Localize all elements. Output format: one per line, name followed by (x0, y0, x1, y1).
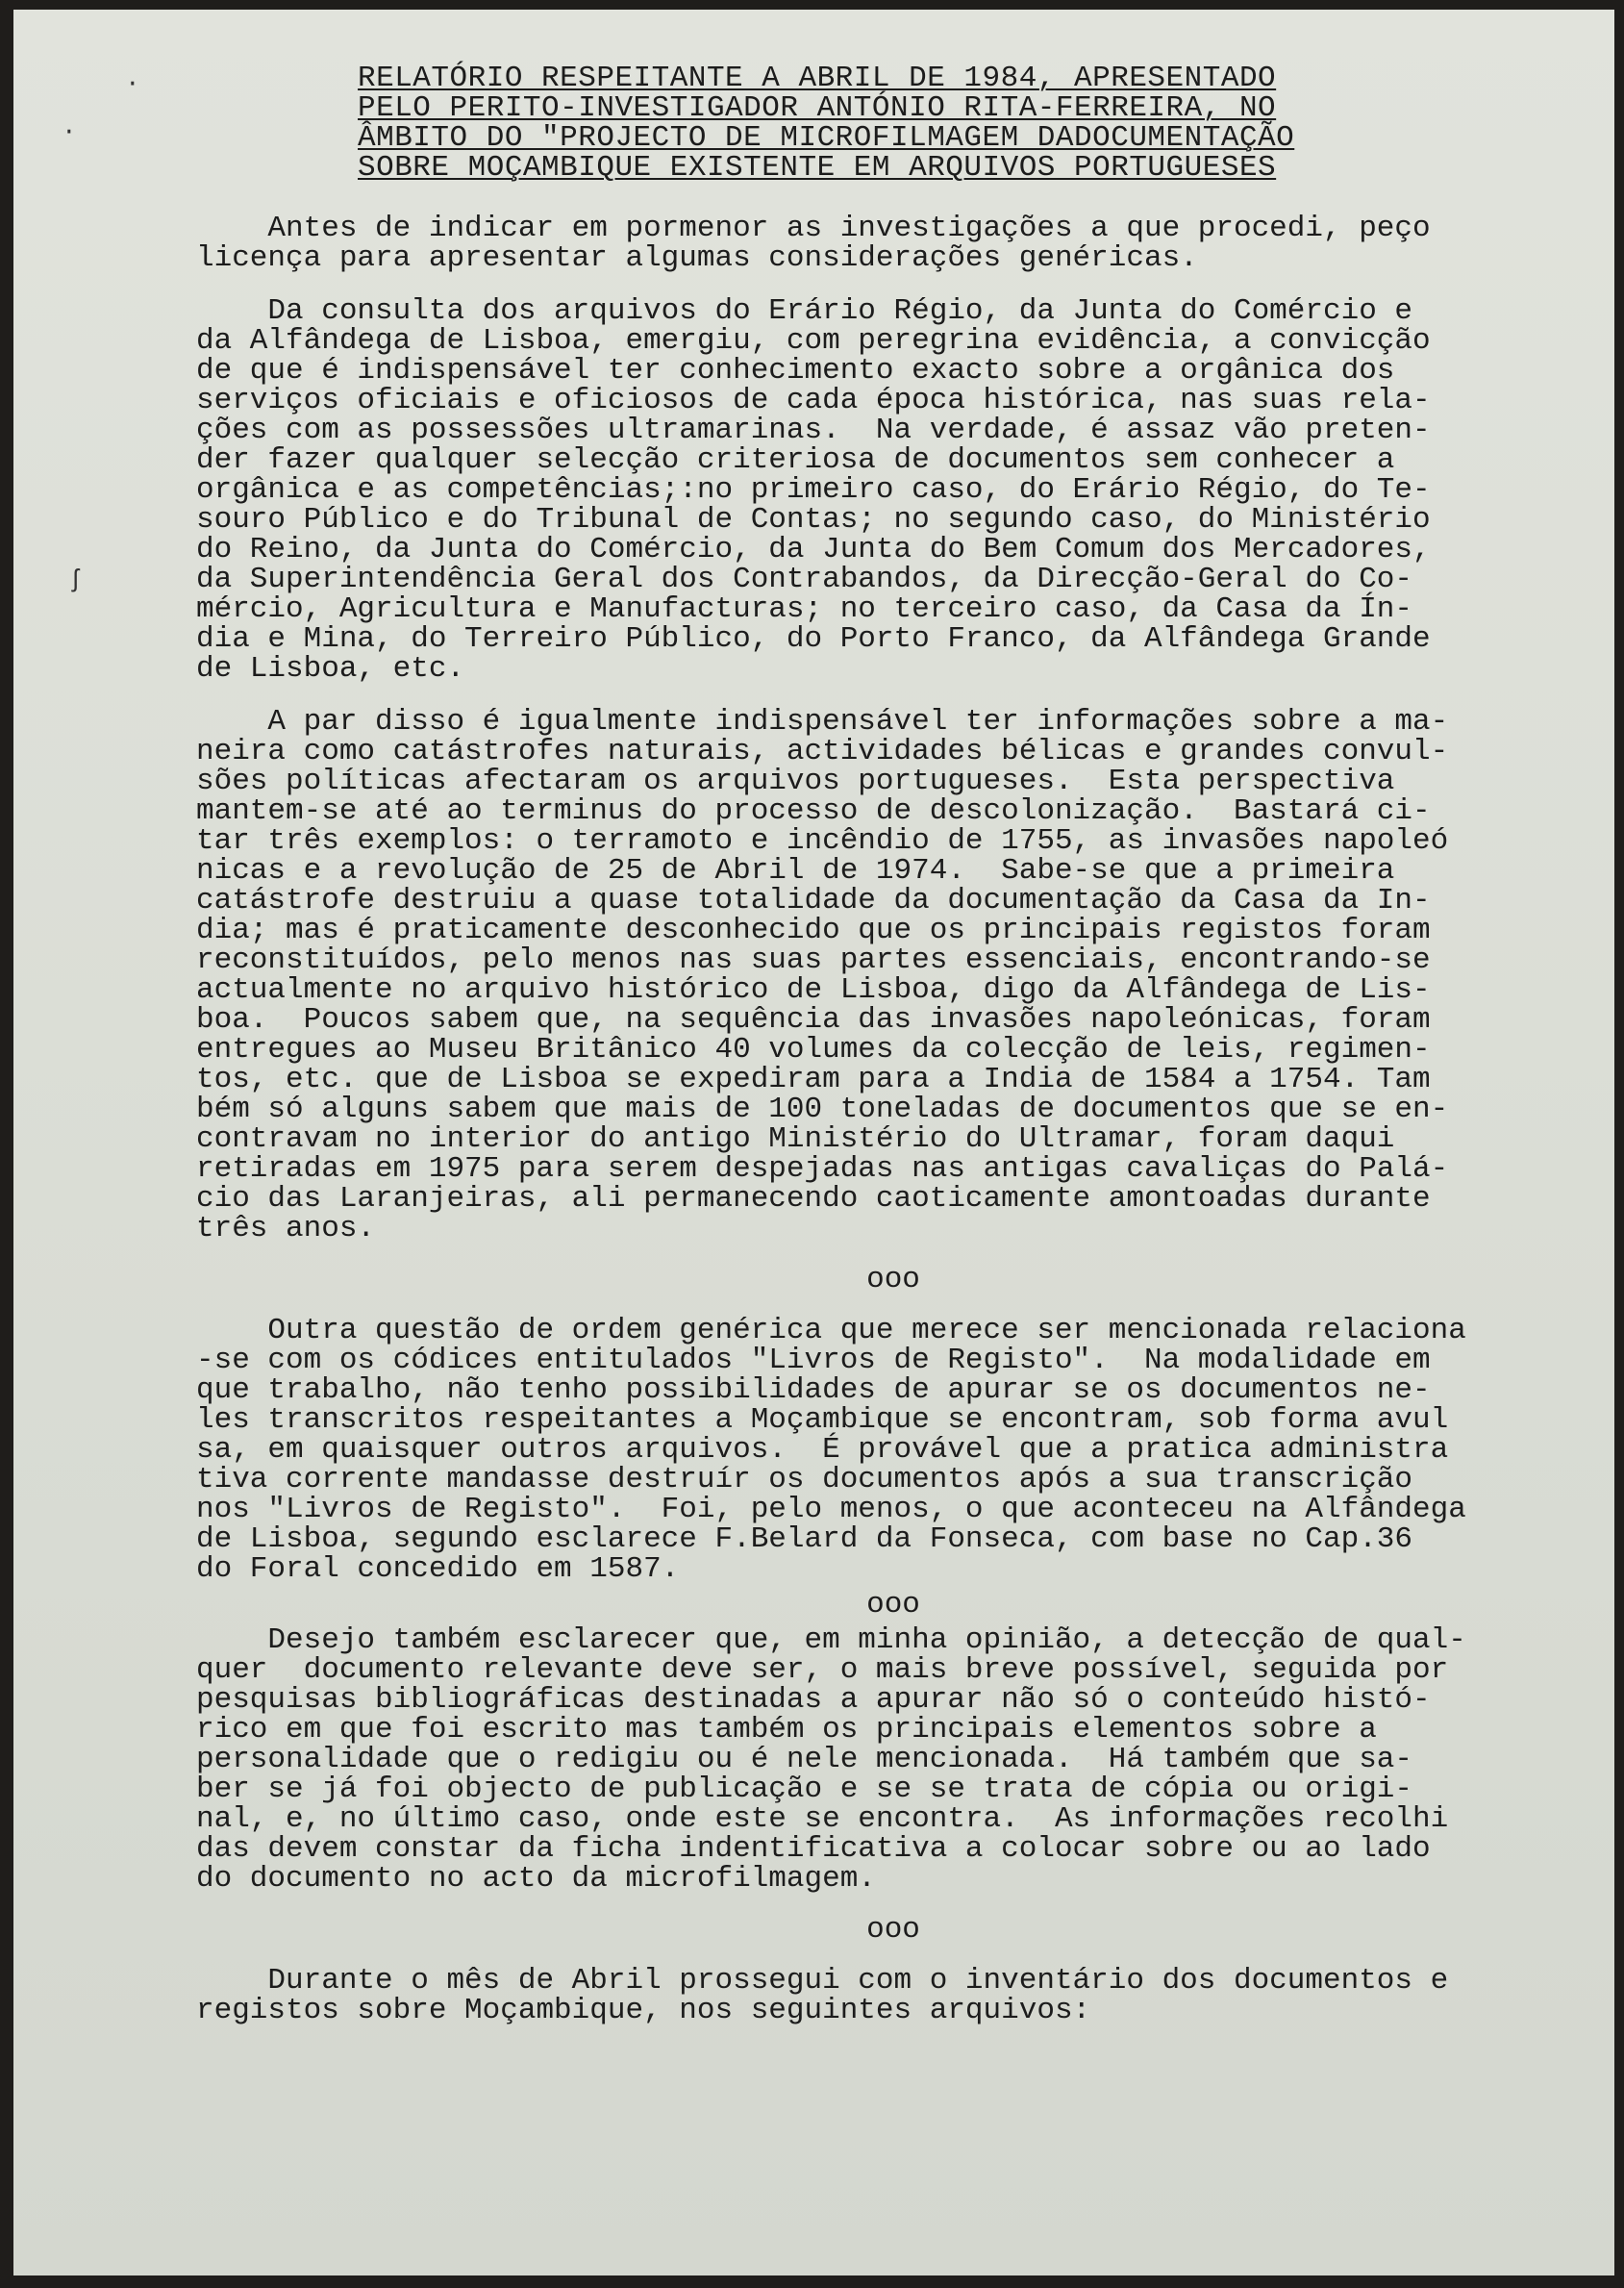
text-line: tar três exemplos: o terramoto e incêndio de 1755, as invasões napoleó (196, 824, 1449, 858)
text-line: do Foral concedido em 1587. (196, 1552, 680, 1586)
text-line: quer documento relevante deve ser, o mais breve possível, seguida por (196, 1653, 1449, 1687)
text-line: bém só alguns sabem que mais de 100 toneladas de documentos que se en- (196, 1093, 1449, 1126)
paragraph-archives (196, 296, 1590, 684)
title-line: RELATÓRIO RESPEITANTE A ABRIL DE 1984, APRESENTADO (358, 62, 1277, 95)
text-line: serviços oficiais e oficiosos de cada época histórica, nas suas rela- (196, 384, 1431, 417)
text-line: personalidade que o redigiu ou é nele mencionada. Há também que sa- (196, 1743, 1413, 1776)
section-separator: ooo (866, 1263, 920, 1296)
text-line: do documento no acto da microfilmagem. (196, 1862, 876, 1896)
text-line: sões políticas afectaram os arquivos portugueses. Esta perspectiva (196, 765, 1395, 798)
text-line: nos "Livros de Registo". Foi, pelo menos, o que aconteceu na Alfândega (196, 1493, 1466, 1526)
text-line: Antes de indicar em pormenor as investigações a que procedi, peço (196, 212, 1431, 245)
report-title (358, 63, 1348, 183)
paragraph-research (196, 1625, 1590, 1894)
text-line: souro Público e do Tribunal de Contas; no segundo caso, do Ministério (196, 503, 1431, 537)
text-line: les transcritos respeitantes a Moçambique se encontram, sob forma avul (196, 1403, 1449, 1437)
paragraph-april (196, 1966, 1590, 2025)
text-line: cio das Laranjeiras, ali permanecendo caoticamente amontoadas durante (196, 1182, 1431, 1216)
text-line: registos sobre Moçambique, nos seguintes arquivos: (196, 1994, 1091, 2027)
text-line: das devem constar da ficha indentificativa a colocar sobre ou ao lado (196, 1832, 1431, 1866)
text-line: nal, e, no último caso, onde este se encontra. As informações recolhi (196, 1802, 1449, 1836)
section-separator: ooo (866, 1913, 920, 1947)
paragraph-registers (196, 1316, 1590, 1584)
text-line: Outra questão de ordem genérica que merece ser mencionada relaciona (196, 1314, 1466, 1347)
text-line: orgânica e as competências;:no primeiro caso, do Erário Régio, do Te- (196, 473, 1431, 507)
text-line: contravam no interior do antigo Ministério do Ultramar, foram daqui (196, 1122, 1395, 1156)
section-separator: ooo (866, 1588, 920, 1622)
text-line: da Alfândega de Lisboa, emergiu, com peregrina evidência, a convicção (196, 324, 1431, 358)
text-line: ber se já foi objecto de publicação e se se trata de cópia ou origi- (196, 1773, 1413, 1806)
margin-mark-s: ʃ (68, 566, 84, 594)
text-line: reconstituídos, pelo menos nas suas partes essenciais, encontrando-se (196, 943, 1431, 977)
text-line: neira como catástrofes naturais, actividades bélicas e grandes convul- (196, 735, 1449, 768)
text-line: tos, etc. que de Lisboa se expediram para a India de 1584 a 1754. Tam (196, 1063, 1431, 1096)
text-line: tiva corrente mandasse destruír os documentos após a sua transcrição (196, 1463, 1413, 1496)
text-line: nicas e a revolução de 25 de Abril de 1974. Sabe-se que a primeira (196, 854, 1395, 888)
text-line: pesquisas bibliográficas destinadas a apurar não só o conteúdo histó- (196, 1683, 1431, 1717)
text-line: -se com os códices entitulados "Livros de Registo". Na modalidade em (196, 1344, 1431, 1377)
text-line: sa, em quaisquer outros arquivos. É provável que a pratica administra (196, 1433, 1449, 1467)
text-line: Desejo também esclarecer que, em minha opinião, a detecção de qual- (196, 1623, 1466, 1657)
text-line: catástrofe destruiu a quase totalidade da documentação da Casa da In- (196, 884, 1431, 918)
text-line: mércio, Agricultura e Manufacturas; no terceiro caso, da Casa da Ín- (196, 592, 1413, 626)
paragraph-intro (196, 214, 1590, 273)
text-line: de Lisboa, segundo esclarece F.Belard da Fonseca, com base no Cap.36 (196, 1522, 1413, 1556)
document-body (196, 63, 1590, 2025)
text-line: de que é indispensável ter conhecimento exacto sobre a orgânica dos (196, 354, 1395, 388)
text-line: mantem-se até ao terminus do processo de descolonização. Bastará ci- (196, 794, 1431, 828)
text-line: dia; mas é praticamente desconhecido que os principais registos foram (196, 914, 1431, 947)
text-line: que trabalho, não tenho possibilidades de apurar se os documentos ne- (196, 1373, 1431, 1407)
text-line: ções com as possessões ultramarinas. Na verdade, é assaz vão preten- (196, 414, 1431, 447)
text-line: de Lisboa, etc. (196, 652, 465, 686)
title-line: ÂMBITO DO "PROJECTO DE MICROFILMAGEM DADOCUMENTAÇÃO (358, 121, 1295, 155)
text-line: Durante o mês de Abril prossegui com o inventário dos documentos e (196, 1964, 1449, 1998)
text-line: Da consulta dos arquivos do Erário Régio, da Junta do Comércio e (196, 294, 1413, 328)
text-line: da Superintendência Geral dos Contrabandos, da Direcção-Geral do Co- (196, 563, 1413, 596)
text-line: retiradas em 1975 para serem despejadas nas antigas cavaliças do Palá- (196, 1152, 1449, 1186)
text-line: A par disso é igualmente indispensável ter informações sobre a ma- (196, 705, 1449, 739)
text-line: entregues ao Museu Britânico 40 volumes da colecção de leis, regimen- (196, 1033, 1431, 1067)
text-line: actualmente no arquivo histórico de Lisboa, digo da Alfândega de Lis- (196, 973, 1431, 1007)
title-line: SOBRE MOÇAMBIQUE EXISTENTE EM ARQUIVOS PORTUGUESES (358, 151, 1277, 185)
text-line: der fazer qualquer selecção criteriosa de documentos sem conhecer a (196, 443, 1395, 477)
text-line: licença para apresentar algumas considerações genéricas. (196, 241, 1198, 275)
margin-mark-tick: · (62, 117, 77, 146)
text-line: do Reino, da Junta do Comércio, da Junta do Bem Comum dos Mercadores, (196, 533, 1431, 566)
paper-sheet (13, 10, 1614, 2275)
text-line: dia e Mina, do Terreiro Público, do Porto Franco, da Alfândega Grande (196, 622, 1431, 656)
paragraph-catastrophes (196, 707, 1590, 1244)
margin-mark-dot: · (125, 69, 140, 98)
text-line: três anos. (196, 1212, 376, 1245)
text-line: rico em que foi escrito mas também os principais elementos sobre a (196, 1713, 1377, 1747)
text-line: boa. Poucos sabem que, na sequência das invasões napoleónicas, foram (196, 1003, 1431, 1037)
title-line: PELO PERITO-INVESTIGADOR ANTÓNIO RITA-FERREIRA, NO (358, 91, 1277, 125)
